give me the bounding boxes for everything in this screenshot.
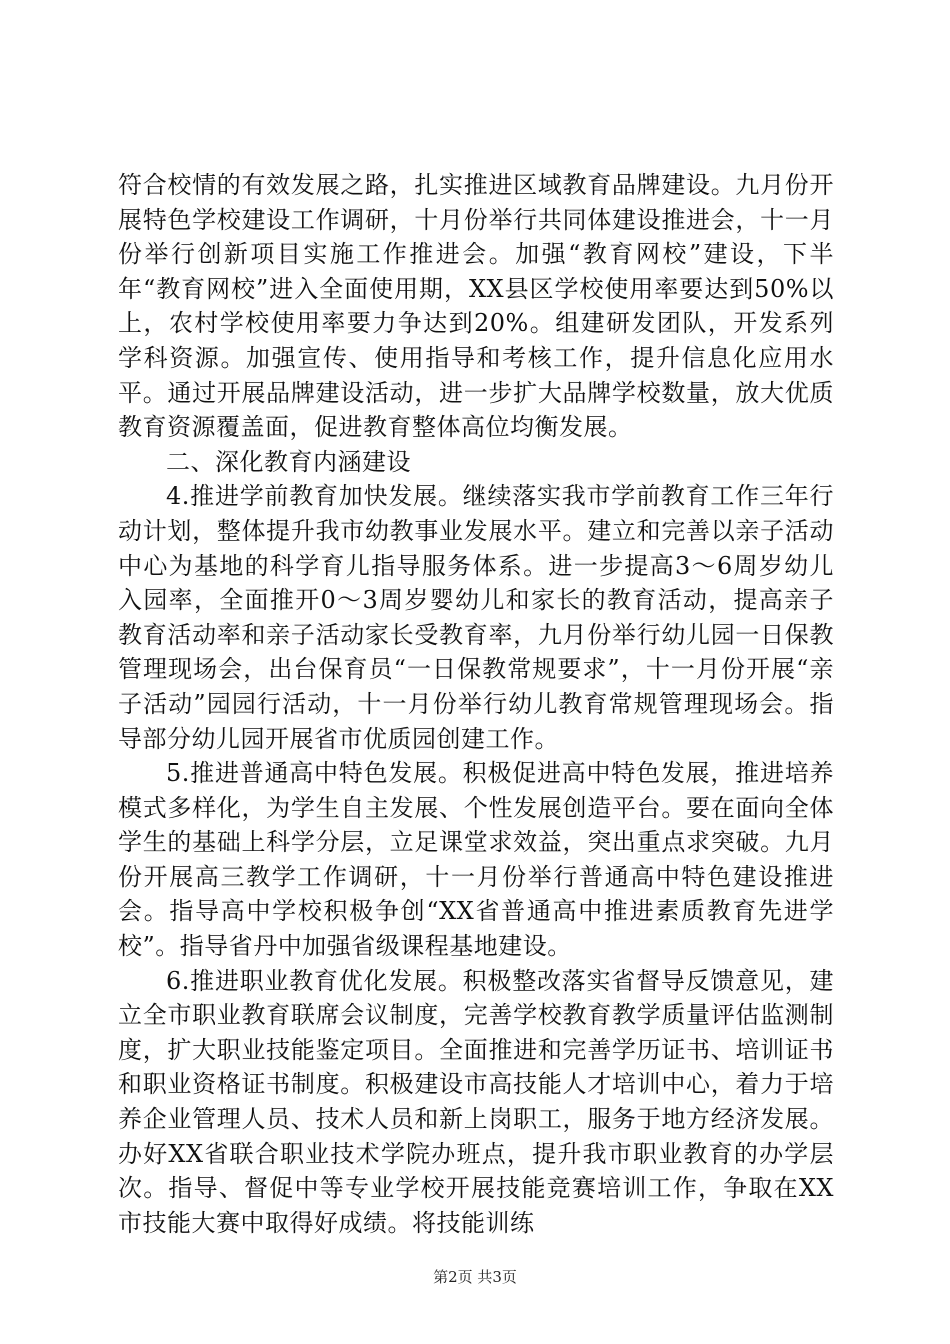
paragraph-1: 符合校情的有效发展之路，扎实推进区域教育品牌建设。九月份开展特色学校建设工作调研，十月份举行共同体建设推进会，十一月份举行创新项目实施工作推进会。加强“教育网校”建设，下半年“教育网校”进入全面使用期，XX县区学校使用率要达到50%以上，农村学校使用率要力争达到20%。组建研发团队，开发系列学科资源。加强宣传、使用指导和考核工作，提升信息化应用水平。通过开展品牌建设活动，进一步扩大品牌学校数量，放大优质教育资源覆盖面，促进教育整体高位均衡发展。: [118, 171, 834, 442]
paragraph-vocational: 6.推进职业教育优化发展。积极整改落实省督导反馈意见，建立全市职业教育联席会议制度，完善学校教育教学质量评估监测制度，扩大职业技能鉴定项目。全面推进和完善学历证书、培训证书和职业资格证书制度。积极建设市高技能人才培训中心，着力于培养企业管理人员、技术人员和新上岗职工，服务于地方经济发展。办好XX省联合职业技术学院办班点，提升我市职业教育的办学层次。指导、督促中等专业学校开展技能竞赛培训工作，争取在XX市技能大赛中取得好成绩。将技能训练: [118, 966, 834, 1237]
paragraph-high-school: 5.推进普通高中特色发展。积极促进高中特色发展，推进培养模式多样化，为学生自主发展、个性发展创造平台。要在面向全体学生的基础上科学分层，立足课堂求效益，突出重点求突破。九月份开展高三教学工作调研，十一月份举行普通高中特色建设推进会。指导高中学校积极争创“XX省普通高中推进素质教育先进学校”。指导省丹中加强省级课程基地建设。: [118, 759, 834, 961]
document-body: [118, 168, 834, 1240]
page-number-footer: 第2页 共3页: [433, 1268, 517, 1286]
paragraph-preschool: 4.推进学前教育加快发展。继续落实我市学前教育工作三年行动计划，整体提升我市幼教事业发展水平。建立和完善以亲子活动中心为基地的科学育儿指导服务体系。进一步提高3～6周岁幼儿入园率，全面推开0～3周岁婴幼儿和家长的教育活动，提高亲子教育活动率和亲子活动家长受教育率，九月份举行幼儿园一日保教管理现场会，出台保育员“一日保教常规要求”，十一月份开展“亲子活动”园园行活动，十一月份举行幼儿教育常规管理现场会。指导部分幼儿园开展省市优质园创建工作。: [118, 482, 834, 753]
section-heading: 二、深化教育内涵建设: [166, 447, 411, 476]
